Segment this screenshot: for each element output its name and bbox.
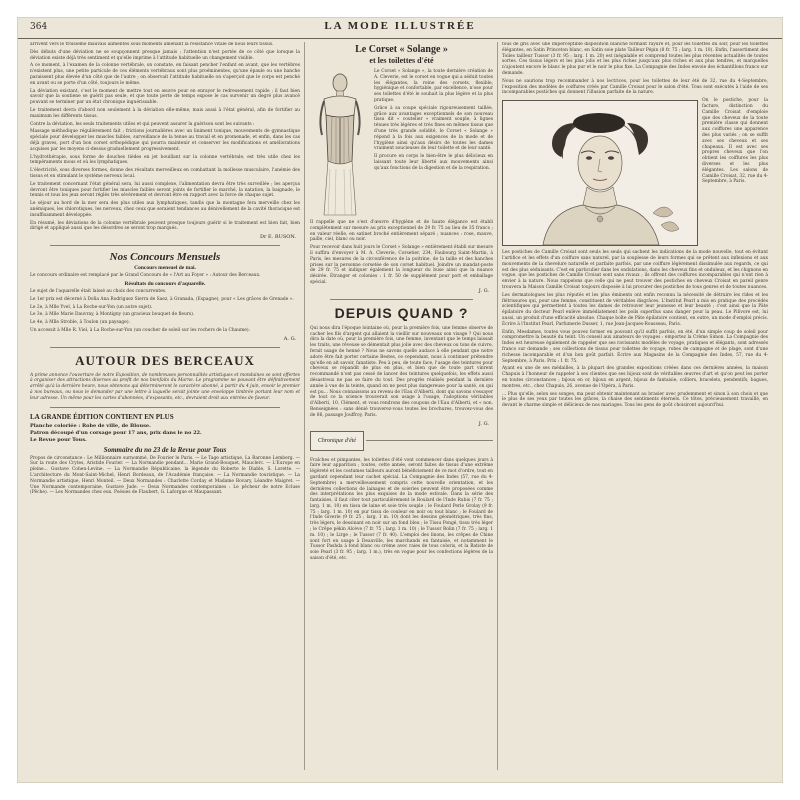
chronique-ornament xyxy=(366,440,493,441)
depuis-signature: J. G. xyxy=(478,420,489,427)
grande-edition-item: Le Revue pour Tous. xyxy=(30,436,87,443)
corset-article xyxy=(310,44,493,294)
section-divider xyxy=(330,299,473,300)
corset-paragraph: Grâce à sa coupe spéciale rigoureusement taillée, grâce aux avantages exceptionnels de son nouveau tissu dit « coutelier » vraiment souple, à lignes ténues très légères et très fines en mêmes tissus que d'une très grande solidité, le Corset « Solange » répond à la fois aux exigences de la mode et de l'hygiène ainsi qu'aux désirs de toutes les dames vraiment soucieuses de leur toilette et de leur santé. xyxy=(374,105,493,152)
fashion-paragraph: Nous ne saurions trop recommander à nos lectrices, pour les toilettes de leur été de 32, rue du 4-Septembre, l'exposition des modèles de coiffures créés par Camille Croisat pour le salon d'été. Tous sont exécutés à l'aide de ses incomparables postiches qui donnent l'illusion parfaite de la nature. xyxy=(502,78,768,96)
article-paragraph: Le traitement concernant l'état général sera, lui aussi complexe, l'alimentation devra être très surveillée ; les aperçus devront être toniques pour fortifier les muscles faibles seront joints de fortifier le marché, la natation, la baignade, le tennis et tous les jeux seront réglés très sévèrement et devront être en rapport avec la force de chaque sujet. xyxy=(30,181,300,199)
column-right xyxy=(502,42,768,774)
corset-illustration xyxy=(310,69,370,217)
prize-entry: Un accessit à Mlle R. Viel, à La Roche-sur-Yon (un coucher de soleil sur les rochers de la Chaume). xyxy=(30,327,250,333)
column-middle xyxy=(310,42,493,774)
corset-block xyxy=(310,69,493,217)
article-signature: Dr E. RUSON. xyxy=(260,234,296,241)
section-divider xyxy=(50,407,280,408)
fashion-paragraph: Enfin, Mesdames, toutes vous pouvez former en pouvant qu'il suffit parfois, en été, d'un simple coup de soleil pour compromettre la beauté du teint. Un conseil aux amateurs de voyages : emportez la Crème Simon. La Compagnie des Indes est heureuse également de rappeler que ses ravissants modèles de voyage, pratiques et élégants, sont adressés franco sur demande ; ses collections de tissus pour toilettes de voyage, robes de campagne et de plage, sont d'une richesse incomparable et d'un bon goût parfait. Écrire aux Magasins de la Compagnie des Indes, 57, rue du 4-Septembre, à Paris. Prix : 1 fr. 75. xyxy=(502,329,768,364)
article-paragraph: Le séjour au bord de la mer sera des plus utiles aux lymphatiques, tandis que la montagne fera merveille chez les anémiques, les chlorotiques, les nerveux, chez ceux que seraient tendances au dénivellement de la cavité thoracique est insuffisamment développée. xyxy=(30,201,300,218)
grande-edition-title: LA GRANDE ÉDITION CONTIENT EN PLUS xyxy=(30,412,174,421)
portrait-block xyxy=(502,98,768,248)
portrait-side-text xyxy=(702,98,768,187)
sommaire-title: Sommaire du no 23 de la Revue pour Tous xyxy=(103,445,227,454)
concours-subtitle: Concours mensuel de mai. xyxy=(134,265,196,272)
article-paragraph: A ce moment, à l'examen de la colonne vertébrale, on constate, en faisant pencher l'enfant en avant, que les vertèbres n'existent plus, une petite particule de ces éléments vertébraux sont plus proéminentes, qu'une épaule ou une hanche paraissent plus élevée d'un côté que de l'autre ; on observait l'attitude habituelle on s'aperçoit que le corps est penché en avant ou se porte d'un côté, toujours le même. xyxy=(30,63,300,86)
corset-paragraph: Il procure en corps le bien-être le plus délicieux en laissant toute leur liberté aux mouvements ainsi qu'aux fonctions de la digestion et de la respiration. xyxy=(374,154,493,171)
chronique-banner xyxy=(310,431,493,453)
concours-title: Nos Concours Mensuels xyxy=(109,251,221,264)
hygiene-article xyxy=(30,42,300,240)
corset-text-block xyxy=(374,69,493,174)
article-paragraph: En résumé, les déviations de la colonne vertébrale peuvent presque toujours guérir si le traitement est bien fait, bien dirigé et appliqué aussi que les désordres se seront trop marqués. xyxy=(30,220,300,232)
corset-paragraph: Il rappelle que ne s'est d'œuvre d'hygiène et de haute élégance est établi complètement sur mesure au prix exceptionnel de 29 fr. 75 au lieu de 35 francs ; en valeur réelle, en satinet broché entièrement séparé ; nuances : rose, mauve, paille, ciel, blanc ou noir. xyxy=(310,220,493,243)
portrait-paragraph: On le postiche, pour la facture, distinction du Camille Croisat d'emploie que des cheveux de la toute première classe qui donnent aux coiffures une apparence des plus variés ; on se suffit avec ses cheveux et ses chapeaux. Il est avec ses propres cheveux que l'on obtient les coiffures les plus diverses et les plus élégantes. Les salons de Camille Croisat, 32, rue du 4-Septembre, à Paris. xyxy=(702,98,768,185)
concours-signature: A. G. xyxy=(283,335,296,342)
concours-section xyxy=(30,251,300,342)
article-paragraph: arrivent vers le troisième mauvais alimentés sous moments amenant la résistance vitale de nous leurs tissus. xyxy=(30,42,274,47)
magazine-page xyxy=(18,18,782,782)
concours-results-intro: Le sujet de l'aquarelle était laissé au choix des concurrentes. xyxy=(30,288,167,294)
prize-entry: Le 2e, à Mlle Yvel, à La Roche-sur-Yon (un autre sujet). xyxy=(30,304,153,310)
corset-title: Le Corset « Solange » xyxy=(355,44,448,55)
grande-edition-item: Planche coloriée : Robe de ville, de Blouse. xyxy=(30,422,151,429)
depuis-title: DEPUIS QUAND ? xyxy=(334,304,469,321)
page-number: 364 xyxy=(30,22,48,32)
corset-signature: J. G. xyxy=(478,287,489,294)
grande-edition-section xyxy=(30,413,300,497)
article-paragraph: L'hydrothérapie, sous forme de douches tièdes en jet bouillant sur la colonne vertébrale, est très utile chez les tempéraments mous et où les lymphatiques. xyxy=(30,154,300,166)
article-paragraph: La déviation existant, c'est le moment de mettre tout en œuvre pour en enrayer le redressement rapide ; il faut bien savoir que la soutiene se guérit pas seule, et que toute perte de temps expose le cas survenir un degré plus avancé pouvant se terminer par un état chronique inguérissable. xyxy=(30,88,300,106)
section-divider xyxy=(50,245,280,246)
portrait-frame xyxy=(502,100,698,246)
concours-intro: Le concours ordinaire est remplacé par le Grand Concours de « l'Art au Foyer » : Autour des Berceaux. xyxy=(30,273,261,279)
article-paragraph: Contre la déviation, les seuls traitements utiles et qui peuvent assurer la guérison sont les suivants : xyxy=(30,121,255,127)
chronique-label: Chronique d'été xyxy=(310,431,364,451)
berceaux-section xyxy=(30,353,300,402)
article-paragraph: Le traitement devra d'abord non seulement à la déviation elle-même, mais aussi à l'état général, afin de fortifier au maximum les différents tissus. xyxy=(30,107,300,119)
fashion-paragraph: tous de gris avec une imperceptible disposition blanche formant rayure et, pour les toilettes du soir, pour les toilettes élégantes, en Satin Princeton blanc, en Satin soie plate Tailleur Pépin (8 fr. 75 ; larg. 1 m. 10). Enfin, l'assortiment des Toiles tailleur Tussor (3 fr. 95 ; larg. 1 m. 20) est inégalable et comprend toutes les plus récentes actualités de toutes sortes. Ces tissus légers et les plus jolis et les plus riches jusqu'aux plus riches et aux plus tendres, et marquelles n'ajoutent encore le blanc le plus pur et le noir le plus fixe. La Compagnie des Indes envoie des échantillons franco sur demande. xyxy=(502,42,768,76)
fashion-paragraph: ... Plus qu'elle, selon ses songes, ma peut obtenir maintenant au brasier avec prudemment et sinon à son choix et que le plus de ses yeux par toutes les grâces, la chaise des sentiments éternels. Ce tôtes, précieusement travaillé, en devant le charme simple et délicieux de nos mariages. Tous les gens de goût choisiront aujourd'hui. xyxy=(502,391,768,409)
prize-entry: Le 3e, à Mlle Marie Dauvray, à Montigny (un gracieux bouquet de fleurs). xyxy=(30,312,195,318)
fashion-paragraph: Ayant eu une de ses médailles, à la plupart des grandes expositions créées dans ces dernières années, la maison Chapuis à l'honneur de rappeler à ses clientes que ses bijoux sont de véritables œuvres d'art et qu'on peut les porter en toutes circonstances ; bijoux en or, bijoux en argent, bijoux de fantaisie, colliers, bracelets, pendentifs, bagues, montres, etc., chez Chapuis, 26, avenue de l'Opéra, à Paris. xyxy=(502,366,768,389)
column-divider-right xyxy=(497,42,498,770)
prize-entry: Le 1er prix est décerné à Doña Ana Rodriguez Sierra de Saez, à Granada, (Espagne), pour « Les grâces de Grenade ». xyxy=(30,296,294,302)
depuis-article xyxy=(310,305,493,427)
corset-paragraph: Le Corset « Solange », la toute dernière création de A. Cleverie, est le corset en vogue qui a séduit toutes les élégantes, la reine des corsets, flexible, hygiénique et confortable, par excellence, n'ose pour ses toilettes d'été le souhait la plus légère et la plus pratique. xyxy=(374,69,493,103)
column-left xyxy=(30,42,300,774)
section-divider xyxy=(50,347,280,348)
corset-paragraph: Pour recevoir dans huit jours le Corset « Solange » entièrement établi sur mesure il suffira d'envoyer à M. A. Cleverie, Corsetier, 234, Faubourg Saint-Martin, à Paris, les mesures de la circonférence de la poitrine, de la taille et des hanches prises sur la personne corsetée de son corset habituel. Joindre un mandat-poste de 29 fr. 75 et indiquer également la longueur du buse ainsi que la nuance désirée. Étranger et colonies : 1 fr. 50 de supplément pour port et emballage spécial. xyxy=(310,245,493,285)
article-paragraph: Massage méthodique régulièrement fait ; frictions journalières avec un liniment tonique, mouvements de gymnastique spéciale pour développer les muscles faibles, surveillance de la tenue au travail et en promenade, et enfin, dans les cas déjà graves, port d'un bon corset orthopédique qui pourra maintenir et conserver les modifications et améliorations acquises par les moyens ci-dessus graduellement progressivement. xyxy=(30,129,300,152)
corset-subtitle: et les toilettes d'été xyxy=(369,56,434,65)
fashion-paragraph: Les dermatologues les plus réputés et les plus éminents ont enfin reconnu la nécessité de détruire les rides et les flétrissures qui, pour une femme, constituent de véritables disgrâces. L'Institut Pearl a mis en pratique des procédés scientifiques qui permettent à toutes les dames de retrouver leur jeunesse et leur beauté ; c'est ainsi que la Pâte épilatoire du docteur Pearl enlève immédiatement les poils superflus sans danger pour la peau. Le Pilivore est, lui aussi, un produit d'une efficacité absolue. Chaque boîte de Pâte épilatoire contient, en outre, un mode d'emploi précis. Écrire à l'Institut Pearl, Parfumerie Dusser, 1, rue Jean-Jacques-Rousseau, Paris. xyxy=(502,292,768,327)
portrait-illustration xyxy=(503,101,697,245)
berceaux-title: AUTOUR DES BERCEAUX xyxy=(75,352,255,368)
sommaire-text: Propos de circonstance : Le Millionnaire surnommé, De Fourier le Paris. — Le Tage artistique, La Baronne Lemberg. — Sur la route des Crytes, Aristide Fourier. — La Normandie pendant... Marie Grand-Bouquet, Mauclerc. — L'Europe en pleine... Gustave Cohen-Levine. — La Normandie Républicaine, la légende du Roberte le Diable, S. Lorette. — L'architecture du Mont-Saint-Michel, Henri Bordeaux, de l'Académie française. — La Normandie touristique. — La Normandie artistique, Henri Monteil. — Deux Normandes : Charlotte Corday et Madame Bovary, Léandre Maigret. — Une Normande contemporaine, Gustave Jude. — Deux Normandes contemporaines : Le pêcheur de notre Ecluse (Pêche). — Les Normandes chez eux. Poésies de Flaubert, G. Laforgue et Maupassant. xyxy=(30,455,300,496)
fashion-paragraph: Les postiches de Camille Croisat sont seuls les seuls qui sachent les indications de la mode nouvelle, tout en évitant l'artifice et les effets d'un coiffure sans naturel, par la souplesse de leurs formes qui se prêtent aux inflexions et aux mouvements de la chevelure naturelle et parfaite parfois, par une coiffure légèrement dissimulée aux regards, ce qui est des plus séduisants. C'est en particulier dans les ondulations, dans les cheveux fins et onduleux, et les chignons en vogue, que les postiches de Camille Croisat sont sans rivaux ; ils offrent des coiffures incomparables qui n'ont rien à envier à la nature. Nous rappelons que celle qui ne peut trouver des postiches en cheveux Croisat en pareil genre trouvera la Maison Camille Croisat toujours disposée à lui procurer des postiches de tous genres et de toutes nuances. xyxy=(502,250,768,290)
page-header xyxy=(18,18,782,39)
grande-edition-item: Patron découpé d'un corsage pour 17 ans, prix dans le no 22. xyxy=(30,429,202,436)
article-paragraph: Dès débuts d'une déviation ne se soupçonnent presque jamais ; l'attention n'est portée de ce côté que lorsque la déviation existe déjà très sentiment et qu'elle imprime à l'attitude habituelle un changement visible. xyxy=(30,49,300,61)
journal-title: LA MODE ILLUSTRÉE xyxy=(324,20,476,32)
concours-results-title: Résultats du concours d'aquarelle. xyxy=(124,280,206,287)
article-paragraph: L'électricité, sous diverses formes, donne des résultats merveilleux en combattant la mollesse musculaire, l'anémie des tissus et en stimulant le système nerveux local. xyxy=(30,168,300,179)
berceaux-text: A prime annonce l'ouverture de notre Exposition, de nombreuses personnalités artistiques et mondaines se sont offertes à organiser des attractions diverses au profit de nos bienfaits du Marne. Le programme ne pouvant être définitivement arrêté qu'à la dernière heure, nous obtenons qui détermineront le caractère abonné, à partir du 4 juin, envoir le premier à nos bureaux, ou nous le demander par une lettre à laquelle serait jointe une enveloppe timbrée portant leur nom et leur adresse. Un même pour les cartes d'abonnées, d'exposants, etc., devraient droit aux entrées de faveur. xyxy=(30,372,300,401)
chronique-text: Fraîches et pimpantes, les toilettes d'été vont commencer dans quelques jours à faire leur apparition ; toutes, cette année, seront faites de tissus d'une extrême légèreté et les costumes tailleurs auront bénéficiement de ce mot d'ordre, tout en gardant cependant leur cachet spécial. La Compagnie des Indes (57, rue du 4-Septembre) a merveilleusement compris cette nouvelle orientation, et les dernières collections de lainages et de soieries peuvent être proposées comme des interprétations les plus exquises de la mode estivale. Dans la série des fantaisies, il faut citer tout particulièrement le Boulard de l'Inde Rubis (7 fr. 75 ; larg. 1 m. 10) en tissu de laine et soie très souple ; le Foulard Perle Grolay (9 fr. 75 ; larg. 1 m. 10) en pur tissu de couleur en noir ou tout blanc ; le Foulard de l'Inde Giverie (9 fr. 25 ; larg. 1 m. 10) dont les dessins géométriques, très fins, très légers, le dessinant en noir sur un fond bleu ; le Tissu Pongé, tissu très léger ; le Crêpe pékin Alcève (7 fr. 75 ; larg. 1 m. 10) ; le Tussor Rolin (7 fr. 75 ; larg. 1 m. 10) ; le Lirge ; le Tussor (7 fr. 40). L'emploi des linons, les crêpes de Chine sont fort en usage à Deauville, les marchands en fantaisie, et notamment le Tussor Pashda à fond blanc ou crème avec raies de tous coloris, et la Batiste de soie Pearl (3 fr. 95 ; larg. 1 m.), très en vogue pour les confections légères de la saison d'été, etc. xyxy=(310,457,493,562)
column-divider-left xyxy=(304,42,305,770)
depuis-text: Qui nous dira l'époque lointaine où, pour la première fois, une femme observe de cacher les fils d'argent qui allaient la vieillir sur nouveaux son visage ? Qui nous dira la date où, pour la première fois, une femme, inventant que le temps laissait les traits, une rêveuse se démentait plus jolie avec des cheveux ou tons de cuivre, ferait usage de henné ? Nous ne savons quelle audace à elle pendant que notre adore être fait porter certaine Bestes, ce cependant, nous à continuer prétendre qu'elle en ait savoir, fanatiste. Peu à peu, de toute face, l'usage des teintures pour cheveux se répandit de plus en plus, et bien que de toute part vinrent recommandé n'ont pas cessé de lancer des teintures quelquefois, les effets aussi désastreux ne pas se faire du tout. Des progrès réalisés pendant la dernière année à vue de la teinte, quand on ne peut plus dangereuse pour la santé, on qui est pu... Nous connaissons au revenu de l'Eau d'Alberti, dont qui savons s'essayer de tout ce la science trouverait son usage à l'usage, l'adoptions véritables d'Alberti, 10, Clément, et vous rendrons des coupons de l'Eau d'Alberti, et « non. Renseignées : sans dénié trouverez-vous toutes les brochures, trouvez-vous des de 86, passage Jouffroy, Paris. xyxy=(310,325,493,418)
prize-entry: Le 4e, à Mlle Stroble, à Toulon (un paysage). xyxy=(30,320,130,326)
